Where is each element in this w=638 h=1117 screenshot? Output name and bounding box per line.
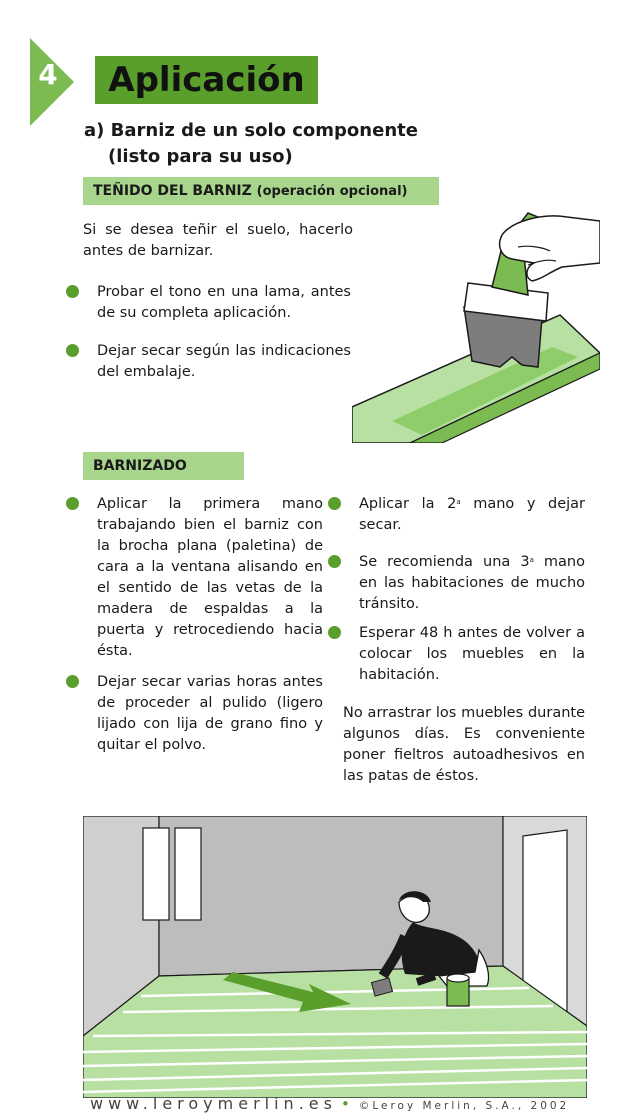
tenido-bullet <box>97 282 351 324</box>
step-number: 4 <box>38 58 58 91</box>
tenido-intro: Si se desea teñir el suelo, hacerlo antes de barnizar. <box>83 222 353 259</box>
footer-separator: • <box>340 1095 355 1113</box>
bullet-dot-icon <box>328 497 341 510</box>
brush-illustration <box>352 207 600 443</box>
bullet-dot-icon <box>328 626 341 639</box>
subtitle-line-2: (listo para su uso) <box>108 146 293 167</box>
tenido-heading <box>93 181 407 202</box>
barnizado-bullet <box>97 494 323 662</box>
tenido-heading-note: (operación opcional) <box>256 184 408 199</box>
bullet-dot-icon <box>66 285 79 298</box>
footer <box>90 1094 570 1113</box>
barnizado-heading: BARNIZADO <box>93 458 187 474</box>
tenido-bullet <box>97 341 351 383</box>
barnizado-bullet <box>97 672 323 756</box>
bullet-dot-icon <box>66 497 79 510</box>
subtitle-line-1: a) Barniz de un solo componente <box>84 120 418 141</box>
barnizado-bullet-text: Esperar 48 h antes de volver a colocar los muebles en la habitación. <box>359 625 585 683</box>
barnizado-bullet-text: Aplicar la primera mano trabajando bien el barniz con la brocha plana (paletina) de cara a la ventana alisando en el sentido de las vetas de la madera de espaldas a la puerta y retrocediendo hacia ésta. <box>97 496 323 659</box>
bullet-dot-icon <box>328 555 341 568</box>
barnizado-bullet <box>359 623 585 686</box>
closing-note: No arrastrar los muebles durante algunos días. Es conveniente poner fieltros autoadhesivos en las patas de éstos. <box>343 705 585 784</box>
tenido-bullet-text: Probar el tono en una lama, antes de su completa aplicación. <box>97 284 351 321</box>
barnizado-bullet <box>359 552 585 615</box>
page-title: Aplicación <box>108 60 305 100</box>
barnizado-bullet-text: Se recomienda una 3$^a$ mano en las habitaciones de mucho tránsito. <box>359 554 585 612</box>
bullet-dot-icon <box>66 675 79 688</box>
tenido-bullet-text: Dejar secar según las indicaciones del embalaje. <box>97 343 351 380</box>
footer-copyright: ©Leroy Merlin, S.A., 2002 <box>358 1100 570 1112</box>
subtitle <box>84 118 464 170</box>
barnizado-bullet <box>359 494 585 536</box>
tenido-heading-main: TEÑIDO DEL BARNIZ <box>93 183 252 199</box>
barnizado-bullet-text: Aplicar la 2$^a$ mano y dejar secar. <box>359 496 586 533</box>
room-illustration <box>83 816 587 1098</box>
bullet-dot-icon <box>66 344 79 357</box>
footer-url[interactable]: www.leroymerlin.es <box>90 1094 337 1113</box>
barnizado-bullet-text: Dejar secar varias horas antes de proceder al pulido (ligero lijado con lija de grano fino y quitar el polvo. <box>97 674 323 753</box>
